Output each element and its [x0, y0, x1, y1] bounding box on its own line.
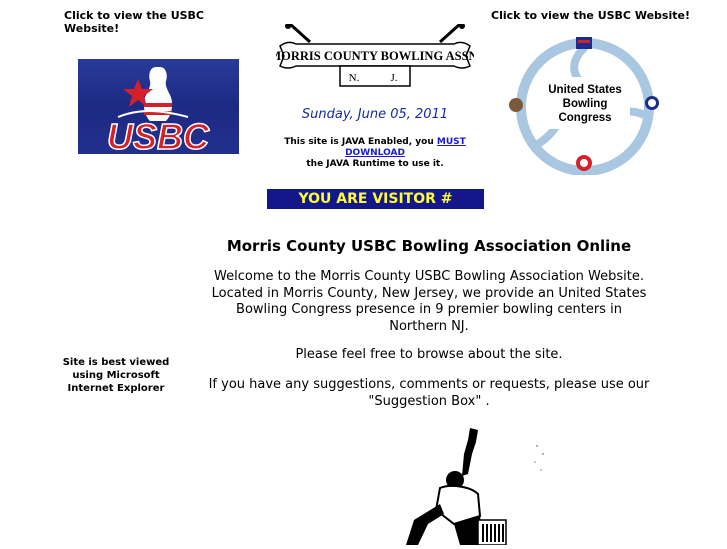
welcome-line: Northern NJ.: [389, 318, 469, 334]
suggestion-line: If you have any suggestions, comments or requests, please use our: [208, 377, 650, 392]
svg-text:United States: United States: [548, 84, 622, 96]
usbc-logo-text: USBC: [106, 116, 210, 154]
usbc-logo-link[interactable]: [78, 59, 239, 154]
page-title: Morris County USBC Bowling Association Online: [226, 237, 632, 255]
suggestion-box-link[interactable]: "Suggestion Box" .: [368, 393, 490, 409]
emblem-top-icon: [576, 37, 592, 49]
welcome-text: [180, 269, 678, 335]
svg-text:J.: J.: [390, 72, 398, 84]
decorative-dots: [525, 440, 555, 480]
svg-text:Bowling: Bowling: [562, 98, 608, 110]
usbc-website-link-right[interactable]: Click to view the USBC Website!: [491, 9, 690, 22]
best-viewed-line: Internet Explorer: [67, 383, 165, 394]
best-viewed-line: Site is best viewed: [62, 357, 170, 368]
java-notice: [260, 137, 490, 170]
bowler-icon: [400, 424, 510, 545]
usbc-congress-logo-link[interactable]: [506, 35, 664, 175]
java-notice-prefix: This site is JAVA Enabled, you: [284, 137, 437, 147]
suggestion-text: [180, 377, 678, 410]
svg-text:Congress: Congress: [558, 112, 612, 124]
java-notice-suffix: the JAVA Runtime to use it.: [306, 159, 444, 169]
bowler-clipart: [400, 424, 510, 545]
usbc-website-link-left[interactable]: Click to view the USBC Website!: [64, 9, 205, 35]
best-viewed-note: [52, 356, 180, 395]
svg-text:N.: N.: [348, 72, 360, 84]
emblem-right-icon: [645, 96, 659, 110]
welcome-line: Located in Morris County, New Jersey, we provide an United States: [211, 285, 647, 301]
visitor-counter-bar: YOU ARE VISITOR #: [267, 189, 484, 209]
welcome-line: Bowling Congress presence in 9 premier bowling centers in: [236, 302, 622, 317]
best-viewed-line: using Microsoft: [72, 370, 160, 381]
java-download-link[interactable]: MUST DOWNLOAD: [345, 137, 466, 158]
emblem-left-icon: [509, 98, 523, 112]
congress-ring-icon: [506, 35, 664, 175]
welcome-line: Welcome to the Morris County USBC Bowling Association Website.: [214, 269, 644, 284]
browse-text: Please feel free to browse about the site.: [295, 347, 563, 362]
morris-county-banner: [276, 24, 474, 90]
bowling-pin-star-icon: [78, 59, 239, 154]
current-date: Sunday, June 05, 2011: [301, 107, 449, 122]
banner-title: MORRIS COUNTY BOWLING ASSN.: [276, 49, 474, 63]
emblem-bottom-icon: [576, 155, 592, 171]
